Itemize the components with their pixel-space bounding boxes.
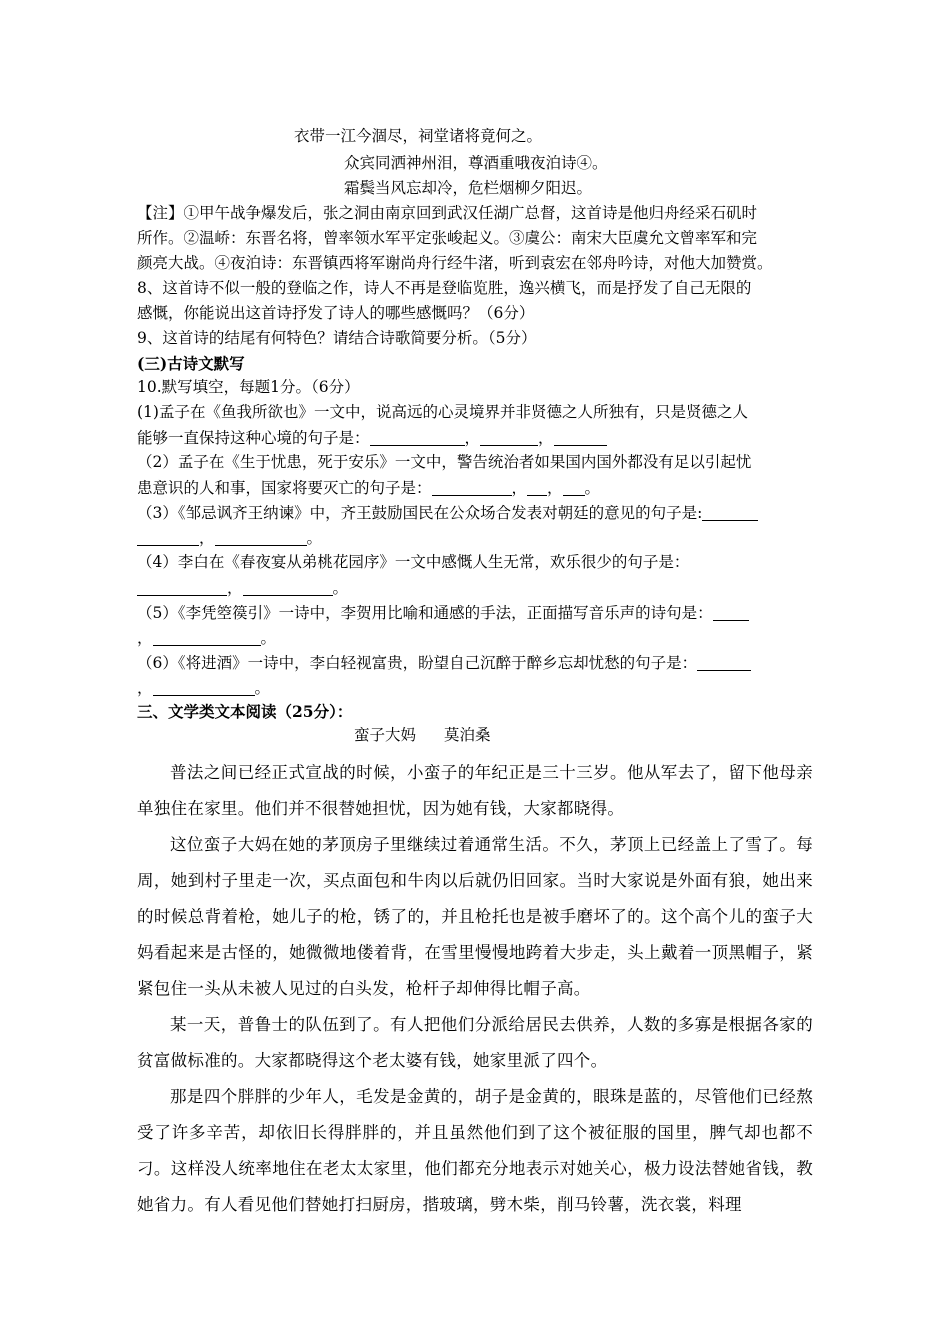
- story-title: 蛮子大妈: [354, 726, 417, 744]
- item-3-prompt: （3）《邹忌讽齐王纳谏》中，齐王鼓励国民在公众场合发表对朝廷的意见的句子是:: [137, 504, 703, 522]
- answer-blank[interactable]: [137, 580, 227, 596]
- note-line-1: 【注】①甲午战争爆发后，张之洞由南京回到武汉任湖广总督，这首诗是他归舟经采石矶时: [137, 204, 758, 222]
- comma: ，: [464, 429, 481, 447]
- comma: ，: [137, 629, 153, 647]
- story-author: 莫泊桑: [444, 726, 491, 744]
- item-4-line-2: [137, 580, 348, 597]
- answer-blank[interactable]: [563, 480, 585, 496]
- answer-blank[interactable]: [554, 430, 607, 446]
- item-3-line-2: [137, 530, 322, 547]
- poem-line-1: 衣带一江今涸尽，祠堂诸将竟何之。: [294, 127, 543, 145]
- item-1-line-1: (1)孟子在《鱼我所欲也》一文中，说高远的心灵境界并非贤德之人所独有，只是贤德之人: [137, 403, 748, 421]
- item-6-line-1: [137, 655, 751, 672]
- answer-blank[interactable]: [153, 630, 261, 646]
- answer-blank[interactable]: [697, 655, 751, 671]
- period: 。: [306, 529, 323, 547]
- comma: ，: [227, 579, 243, 597]
- poem-line-3: 霜鬓当风忘却冷，危栏烟柳夕阳迟。: [344, 179, 593, 197]
- item-5-line-1: [137, 605, 749, 622]
- poem-line-2: 众宾同洒神州泪，尊酒重哦夜泊诗④。: [344, 154, 608, 172]
- item-5-line-2: [137, 630, 276, 647]
- period: 。: [254, 679, 271, 697]
- answer-blank[interactable]: [153, 680, 255, 696]
- story-paragraph-4: 那是四个胖胖的少年人，毛发是金黄的，胡子是金黄的，眼珠是蓝的，尽管他们已经熬受了许多辛苦，却依旧长得胖胖的，并且虽然他们到了这个被征服的国里，脾气却也都不刁。这样没人统率地住在老太太家里，他们都充分地表示对她关心，极力设法替她省钱，教她省力。有人看见他们替她打扫厨房，揩玻璃，劈木柴，削马铃薯，洗衣裳，料理: [137, 1087, 813, 1214]
- item-6-prompt: （6）《将进酒》一诗中，李白轻视富贵，盼望自己沉醉于醉乡忘却忧愁的句子是：: [137, 654, 698, 672]
- item-3-line-1: [137, 505, 758, 522]
- answer-blank[interactable]: [527, 480, 547, 496]
- comma: ，: [199, 529, 215, 547]
- story-paragraph-2: 这位蛮子大妈在她的茅顶房子里继续过着通常生活。不久，茅顶上已经盖上了雪了。每周，她到村子里走一次，买点面包和牛肉以后就仍旧回家。当时大家说是外面有狼，她出来的时候总背着枪，她儿子的枪，锈了的，并且枪托也是被手磨坏了的。这个高个儿的蛮子大妈看起来是古怪的，她微微地偻着背，在雪里慢慢地跨着大步走，头上戴着一顶黑帽子，紧紧包住一头从未被人见过的白头发，枪杆子却伸得比帽子高。: [137, 835, 813, 998]
- question-9: 9、这首诗的结尾有何特色？请结合诗歌简要分析。（5分）: [137, 329, 537, 347]
- answer-blank[interactable]: [713, 605, 749, 621]
- section-3-heading: (三)古诗文默写: [137, 354, 245, 373]
- answer-blank[interactable]: [215, 530, 307, 546]
- answer-blank[interactable]: [137, 530, 199, 546]
- note-line-2: 所作。②温峤：东晋名将，曾率领水军平定张峻起义。③虞公：南宋大臣虞允文曾率军和完: [137, 229, 758, 247]
- item-1-line-2: [137, 430, 607, 447]
- note-line-3: 颜亮大战。④夜泊诗：东晋镇西将军谢尚舟行经牛渚，听到袁宏在邻舟吟诗，对他大加赞赏。: [137, 254, 773, 272]
- question-8-line-2: 感慨，你能说出这首诗抒发了诗人的哪些感慨吗？（6分）: [137, 304, 535, 322]
- item-2-line-1: （2）孟子在《生于忧患，死于安乐》一文中，警告统治者如果国内国外都没有足以引起忧: [137, 453, 752, 471]
- item-6-line-2: [137, 680, 270, 697]
- period: 。: [332, 579, 349, 597]
- literature-section-heading: 三、文学类文本阅读（25分）：: [137, 702, 353, 721]
- period: 。: [260, 629, 277, 647]
- item-4-line-1: （4）李白在《春夜宴从弟桃花园序》一文中感慨人生无常，欢乐很少的句子是：: [137, 553, 690, 571]
- answer-blank[interactable]: [702, 505, 758, 521]
- answer-blank[interactable]: [480, 430, 538, 446]
- story-paragraph-3: 某一天，普鲁士的队伍到了。有人把他们分派给居民去供养，人数的多寡是根据各家的贫富做标准的。大家都晓得这个老太婆有钱，她家里派了四个。: [137, 1015, 813, 1070]
- comma: ，: [547, 479, 563, 497]
- answer-blank[interactable]: [370, 430, 465, 446]
- question-10-heading: 10.默写填空，每题1分。（6分）: [137, 378, 360, 396]
- answer-blank[interactable]: [432, 480, 512, 496]
- period: 。: [584, 479, 601, 497]
- story-title-line: [354, 728, 491, 744]
- item-1-prompt: 能够一直保持这种心境的句子是：: [137, 429, 370, 447]
- comma: ，: [538, 429, 554, 447]
- item-2-line-2: [137, 480, 600, 497]
- comma: ，: [511, 479, 528, 497]
- comma: ，: [137, 679, 153, 697]
- item-2-prompt: 患意识的人和事，国家将要灭亡的句子是：: [137, 479, 432, 497]
- answer-blank[interactable]: [243, 580, 333, 596]
- story-paragraph-1: 普法之间已经正式宣战的时候，小蛮子的年纪正是三十三岁。他从军去了，留下他母亲单独住在家里。他们并不很替她担忧，因为她有钱，大家都晓得。: [137, 763, 813, 818]
- question-8-line-1: 8、这首诗不似一般的登临之作，诗人不再是登临览胜，逸兴横飞，而是抒发了自己无限的: [137, 279, 752, 297]
- item-5-prompt: （5）《李凭箜篌引》一诗中，李贺用比喻和通感的手法，正面描写音乐声的诗句是：: [137, 604, 713, 622]
